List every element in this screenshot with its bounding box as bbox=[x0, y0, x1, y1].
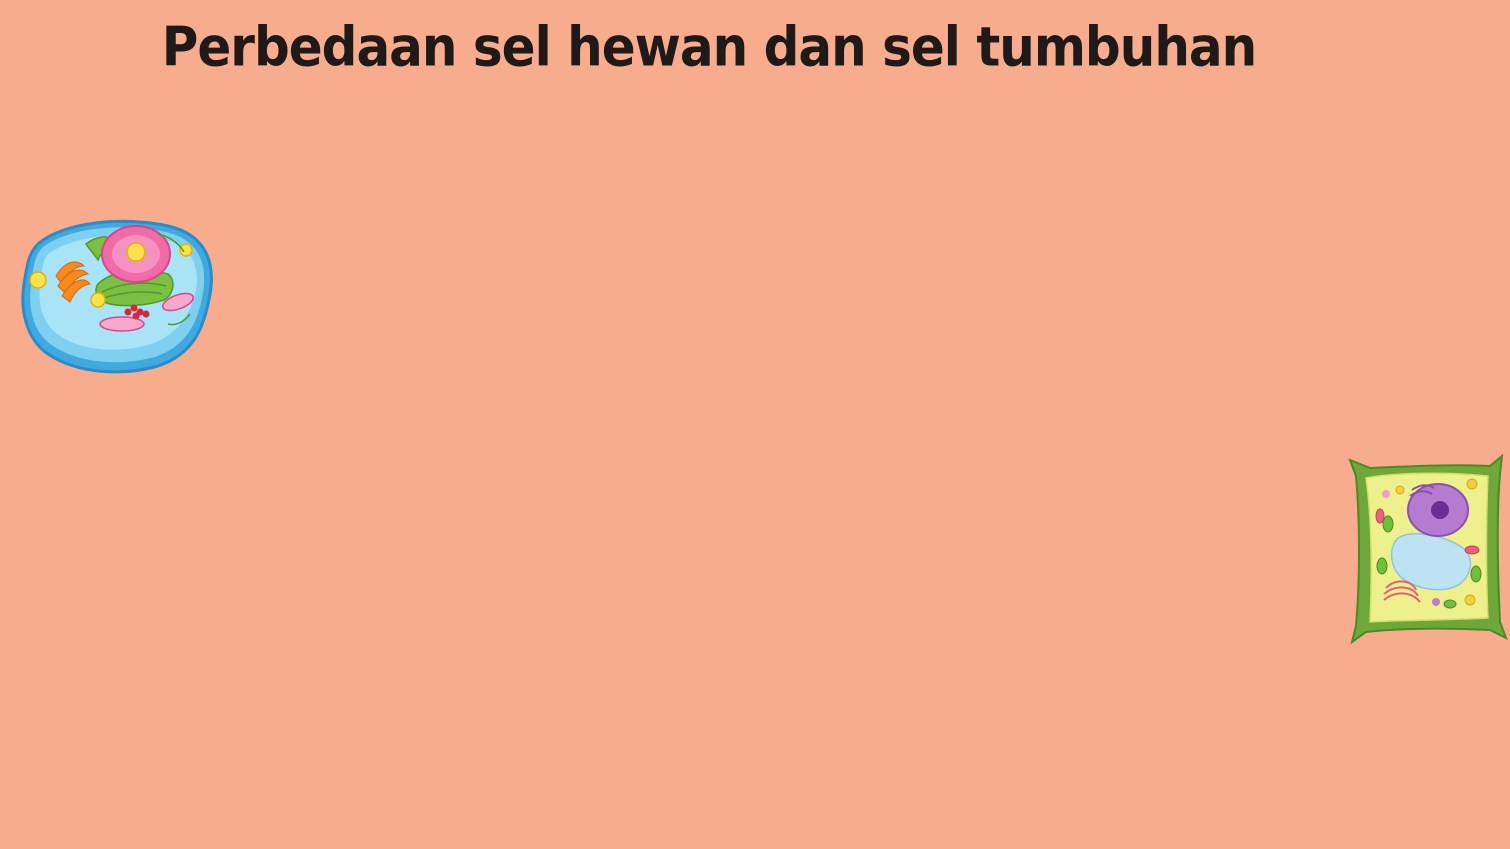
plant-cell-illustration bbox=[1340, 450, 1508, 646]
animal-cell-illustration bbox=[18, 214, 216, 378]
slide-title: Perbedaan sel hewan dan sel tumbuhan bbox=[161, 15, 1257, 79]
